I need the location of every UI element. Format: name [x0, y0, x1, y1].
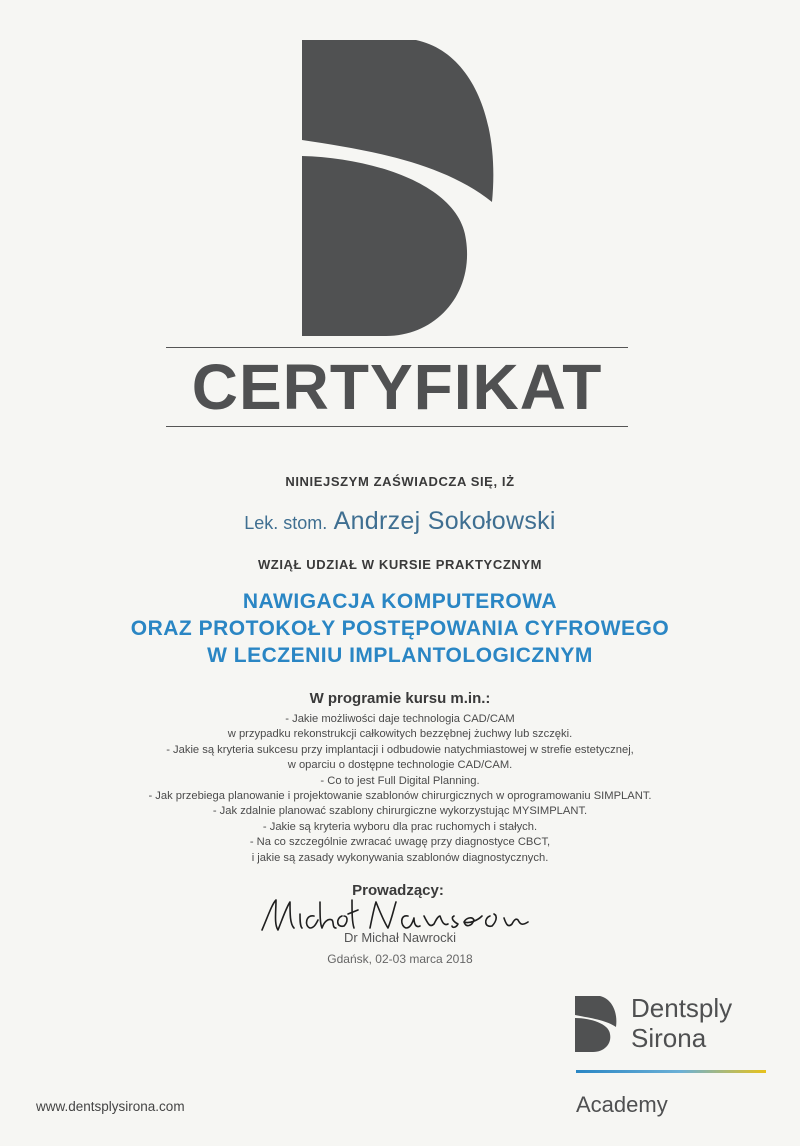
website-url: www.dentsplysirona.com	[36, 1099, 185, 1114]
program-list	[0, 712, 800, 866]
program-heading: W programie kursu m.in.:	[309, 690, 491, 707]
title-rule-bottom	[166, 426, 628, 427]
recipient-name: Andrzej Sokołowski	[333, 507, 556, 535]
recipient-line	[0, 507, 800, 536]
course-title-line: W LECZENIU IMPLANTOLOGICZNYM	[207, 644, 593, 667]
program-item: - Na co szczególnie zwracać uwagę przy diagnostyce CBCT,	[249, 836, 551, 849]
brand-gradient-line	[576, 1070, 766, 1073]
lecturer-name: Dr Michał Nawrocki	[344, 930, 456, 945]
recipient-prefix: Lek. stom.	[244, 513, 328, 533]
course-title-line: ORAZ PROTOKOŁY POSTĘPOWANIA CYFROWEGO	[130, 617, 670, 640]
program-item: - Jak zdalnie planować szablony chirurgiczne wykorzystując MYSIMPLANT.	[212, 805, 588, 818]
brand-name-line2: Sirona	[631, 1023, 707, 1053]
academy-label: Academy	[576, 1092, 668, 1117]
program-item: w przypadku rekonstrukcji całkowitych bezzębnej żuchwy lub szczęki.	[227, 728, 573, 741]
brand-name	[631, 993, 732, 1053]
brand-name-line1: Dentsply	[631, 993, 733, 1023]
participation-text: WZIĄŁ UDZIAŁ W KURSIE PRAKTYCZNYM	[257, 557, 543, 572]
program-item: i jakie są zasady wykonywania szablonów diagnostycznych.	[251, 851, 549, 864]
dentsply-s-small-logo-icon	[574, 996, 618, 1052]
certificate-title: CERTYFIKAT	[191, 351, 603, 423]
program-item: - Jakie możliwości daje technologia CAD/CAM	[285, 713, 515, 725]
dentsply-sirona-brand	[574, 993, 774, 1059]
program-item: - Co to jest Full Digital Planning.	[320, 774, 480, 787]
attestation-text: NINIEJSZYM ZAŚWIADCZA SIĘ, IŻ	[285, 474, 515, 489]
program-item: - Jak przebiega planowanie i projektowanie szablonów chirurgicznych w oprogramowaniu SIMPLANT.	[148, 790, 652, 803]
lecturer-label: Prowadzący:	[352, 882, 444, 899]
course-title	[0, 588, 800, 669]
dentsply-s-logo-icon	[296, 40, 500, 336]
program-item: w oparciu o dostępne technologie CAD/CAM.	[287, 759, 513, 772]
course-title-line: NAWIGACJA KOMPUTEROWA	[242, 590, 558, 613]
program-item: - Jakie są kryteria wyboru dla prac ruchomych i stałych.	[262, 820, 538, 833]
title-rule-top	[166, 347, 628, 348]
place-date: Gdańsk, 02-03 marca 2018	[327, 952, 473, 966]
program-item: - Jakie są kryteria sukcesu przy implantacji i odbudowie natychmiastowej w strefie estetycznej,	[166, 743, 634, 756]
